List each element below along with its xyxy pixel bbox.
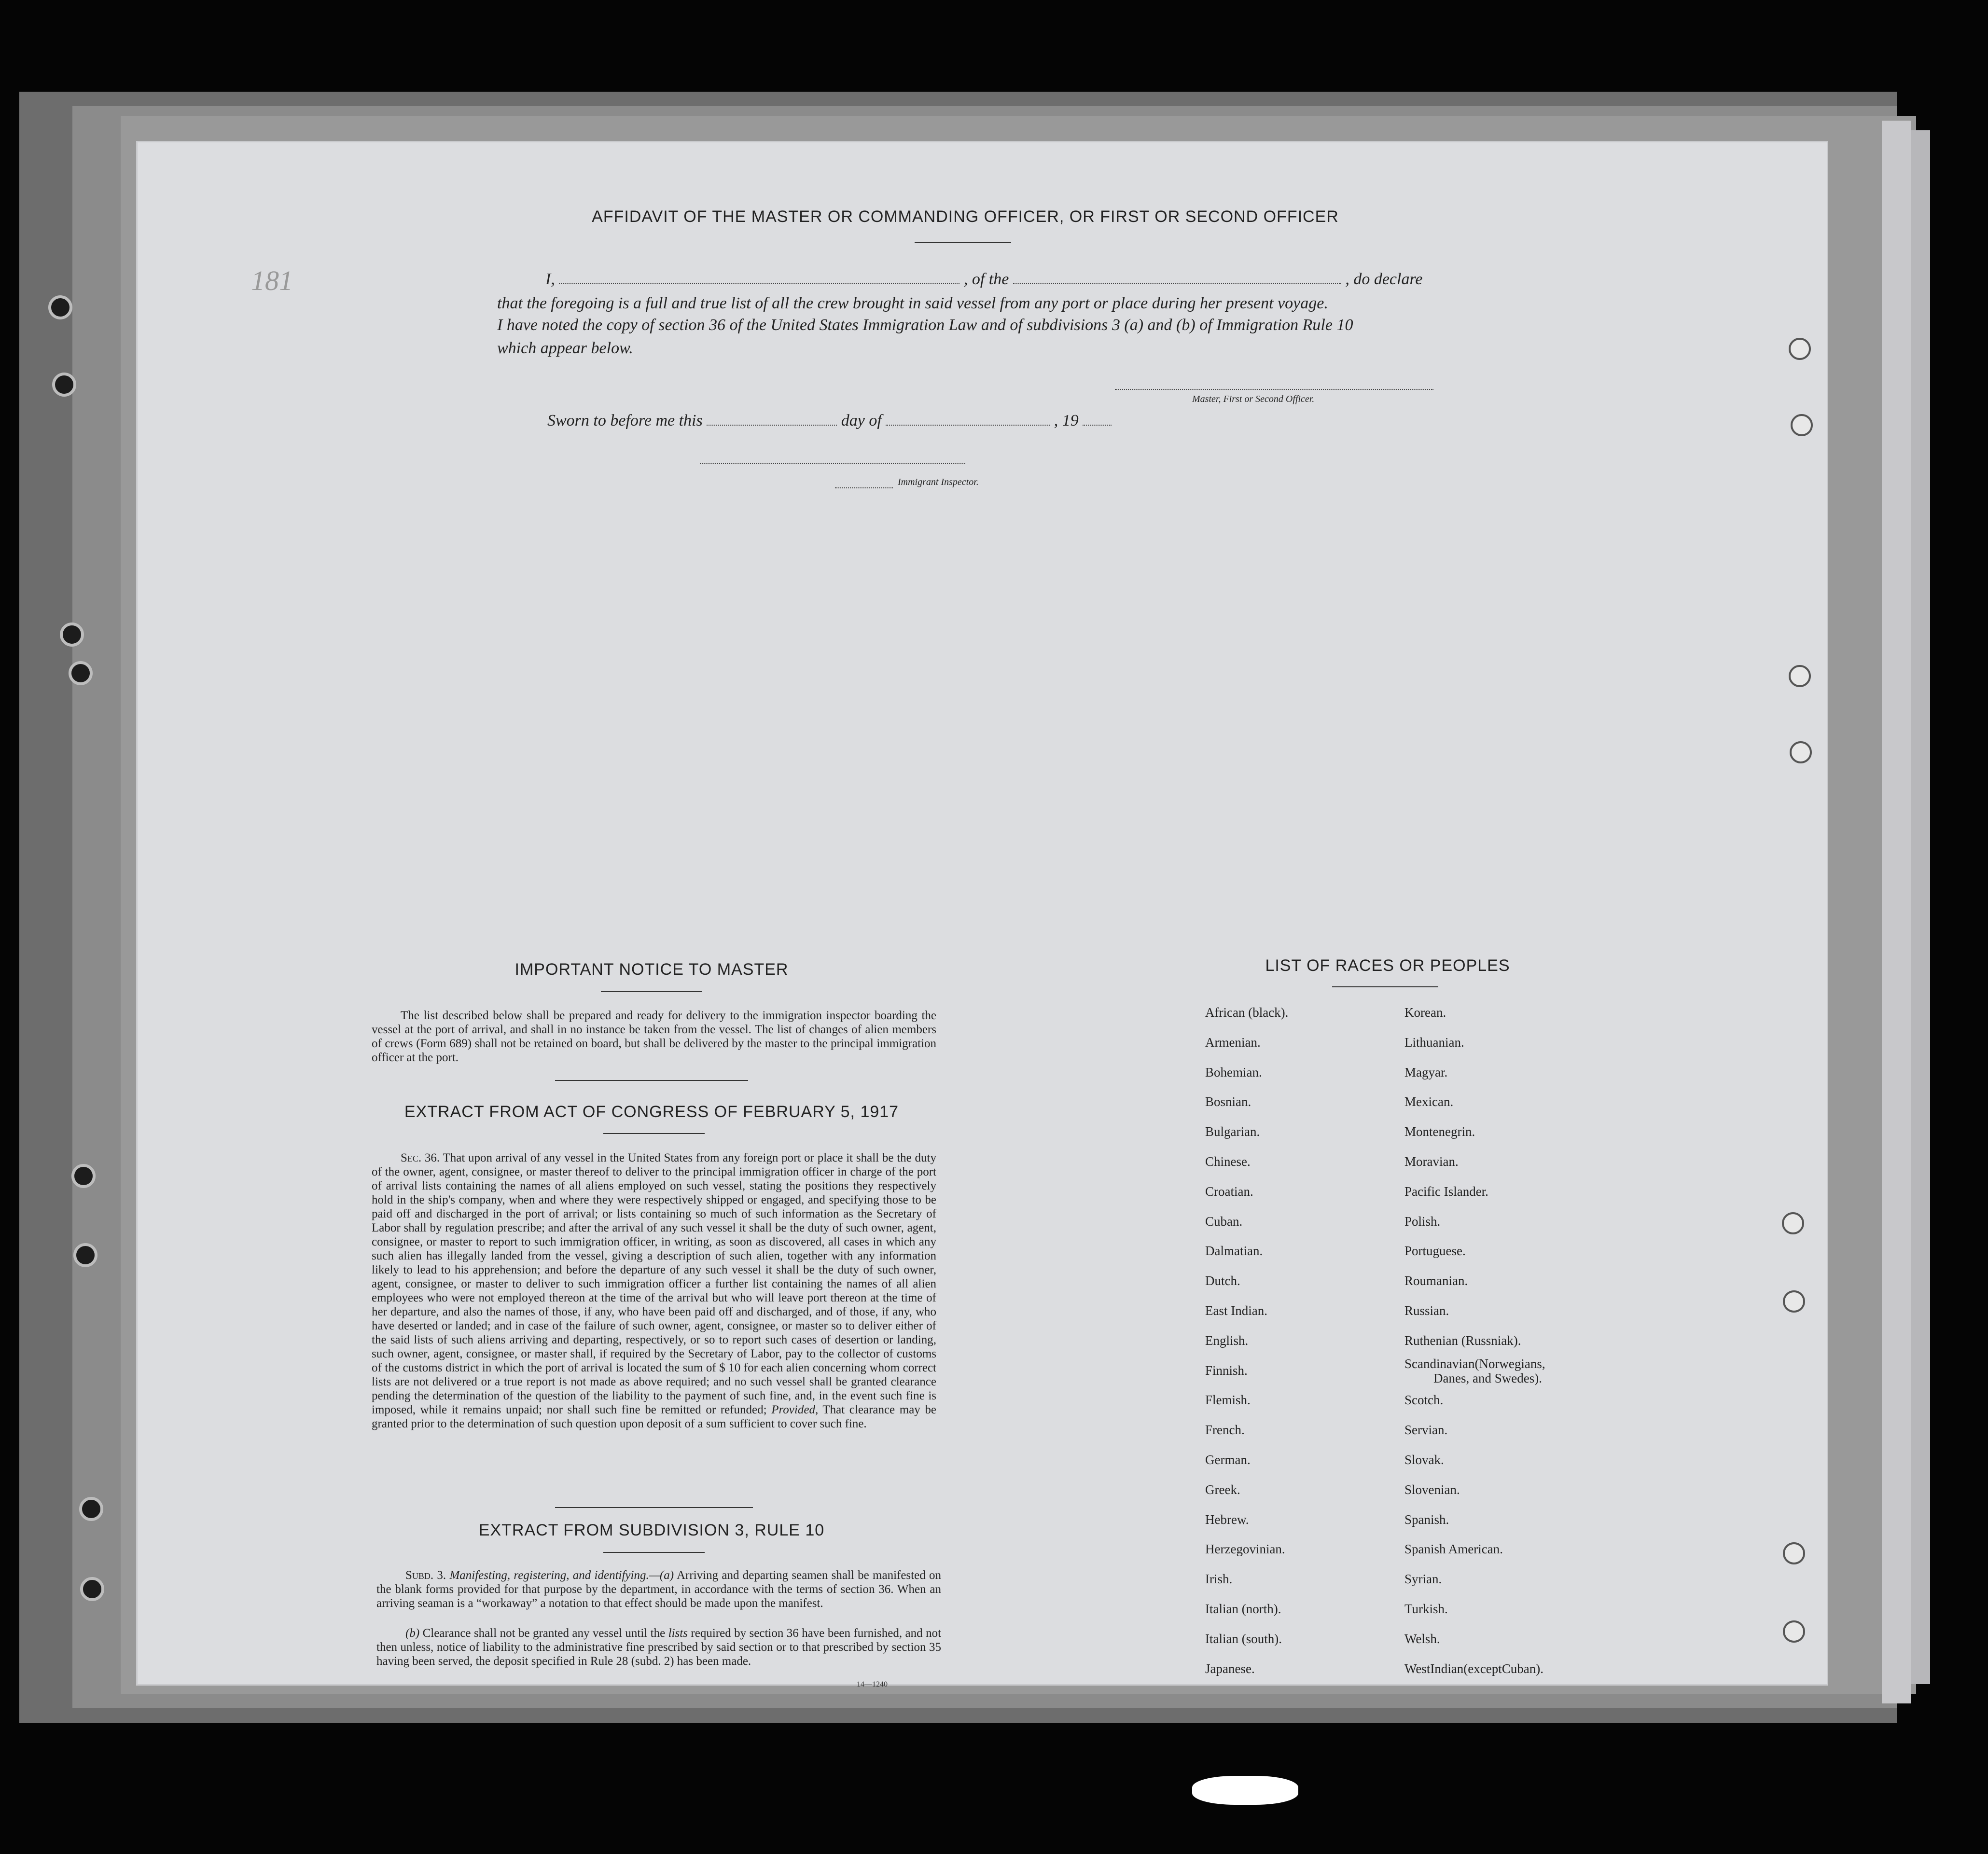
binder-hole	[1783, 1290, 1805, 1313]
binder-hole	[1782, 1212, 1804, 1234]
para-b-pre: Clearance shall not be granted any vessel until the	[422, 1627, 666, 1640]
para-b-label: (b)	[405, 1627, 420, 1640]
binder-hole	[1789, 338, 1811, 360]
race-item: Herzegovinian.	[1205, 1542, 1285, 1557]
race-item: WestIndian(exceptCuban).	[1404, 1661, 1543, 1676]
affidavit-line-1	[545, 270, 1438, 289]
race-item: Bosnian.	[1205, 1094, 1251, 1109]
extract-act-divider	[555, 1507, 753, 1508]
race-item: Ruthenian (Russniak).	[1404, 1333, 1521, 1348]
race-item: Finnish.	[1205, 1363, 1248, 1378]
race-item: Scandinavian(Norwegians,	[1404, 1356, 1545, 1371]
binder-hole	[71, 1164, 96, 1188]
binder-hole	[1789, 665, 1811, 687]
sec-36-label: Sec. 36.	[401, 1151, 440, 1164]
affidavit-i: I,	[545, 270, 555, 288]
race-item: Roumanian.	[1404, 1273, 1468, 1288]
notice-rule	[601, 991, 702, 992]
sworn-day-blank[interactable]	[707, 425, 837, 426]
affidavit-of-the: , of the	[963, 270, 1009, 288]
binder-hole	[1791, 414, 1813, 436]
inspector-caption: Immigrant Inspector.	[898, 477, 979, 487]
extract-rule-title: EXTRACT FROM SUBDIVISION 3, RULE 10	[478, 1521, 825, 1539]
master-signature-blank[interactable]	[1115, 389, 1433, 390]
sworn-prefix: Sworn to before me this	[547, 412, 703, 429]
para-b-post: required by section 36 have been furnished, and not then unless, notice of liability to the administrative fine prescribed by said section or to that prescribed by section 35 having been served, the deposit specified in Rule 28 (subd. 2) has been made.	[376, 1627, 942, 1668]
race-item: East Indian.	[1205, 1303, 1267, 1318]
race-item: Welsh.	[1404, 1631, 1440, 1646]
form-number: 14—1240	[857, 1680, 888, 1688]
races-rule	[1332, 986, 1438, 987]
race-item: Croatian.	[1205, 1184, 1253, 1199]
race-item: Lithuanian.	[1404, 1035, 1464, 1050]
race-item: Irish.	[1205, 1572, 1233, 1587]
binder-hole	[1783, 1620, 1805, 1643]
extract-act-rule	[603, 1133, 705, 1134]
affidavit-declare: , do declare	[1345, 270, 1423, 288]
sec-36-body: That upon arrival of any vessel in the United States from any foreign port or place it shall be the duty of the owner, agent, consignee, or master thereof to deliver to the principal immigration officer in charge of the port of arrival lists containing the names of all aliens employed on such vessel, stating the positions they respectively hold in the ship's company, when and where they were respectively shipped or engaged, and specifying those to be paid off and discharged in the port of arrival; or lists containing so much of such information as the Secretary of Labor shall by regulation prescribe; and after the arrival of any such vessel it shall be the duty of such owner, agent, consignee, or master to report to such immigration officer, in writing, as soon as discovered, all cases in which any such alien has illegally landed from the vessel, giving a description of such alien, together with any information likely to lead to his apprehension; and before the departure of any such vessel it shall be the duty of such owner, agent, consignee, or master to deliver to such immigration officer a further list containing the names of all alien employees who were not employed thereon at the time of the arrival but who will leave port thereon at the time of her departure, and also the names of those, if any, who have been paid off and discharged, and of those, if any, who have deserted or landed; and in case of the failure of such owner, agent, consignee, or master so to deliver either of the said lists of such aliens arriving and departing, respectively, or so to report such cases of desertion or landing, such owner, agent, consignee, or master shall, if required by the Secretary of Labor, pay to the collector of customs of the customs district in which the port of arrival is located the sum of $ 10 for each alien concerning whom correct lists are not delivered or a true report is not made as above required; and no such vessel shall be granted clearance pending the determination of the question of the liability to the payment of such fine, and, in the event such fine is imposed, while it remains unpaid; nor shall such fine be remitted or refunded;	[372, 1151, 936, 1416]
master-signature-caption: Master, First or Second Officer.	[1192, 394, 1315, 404]
notice-title: IMPORTANT NOTICE TO MASTER	[514, 960, 789, 979]
binder-hole	[48, 295, 72, 319]
affidavit-title: AFFIDAVIT OF THE MASTER OR COMMANDING OFFICER, OR FIRST OR SECOND OFFICER	[592, 208, 1339, 226]
race-item: Dalmatian.	[1205, 1244, 1263, 1259]
margin-note: 181	[251, 265, 293, 296]
race-item: English.	[1205, 1333, 1249, 1348]
race-item: Pacific Islander.	[1404, 1184, 1488, 1199]
race-item: Turkish.	[1404, 1602, 1448, 1616]
race-item: Moravian.	[1404, 1154, 1459, 1169]
notice-divider	[555, 1080, 748, 1081]
extract-rule-rule	[603, 1552, 705, 1553]
race-item: Montenegrin.	[1404, 1124, 1475, 1139]
race-item: Flemish.	[1205, 1393, 1251, 1408]
race-item: Cuban.	[1205, 1214, 1243, 1229]
para-a-text: Arriving and departing seamen shall be manifested on the blank forms provided for that purpose by the department, in accordance with the terms of section 36. When an arriving seaman is a “workaway” a notation to that effect should be made upon the manifest.	[376, 1569, 941, 1610]
race-item: Italian (south).	[1205, 1631, 1282, 1646]
binder-hole	[79, 1497, 103, 1521]
rule-para-a	[376, 1568, 941, 1610]
race-item: Spanish American.	[1404, 1542, 1503, 1557]
title-rule	[915, 242, 1011, 243]
binder-hole	[60, 623, 84, 647]
para-b-lists: lists	[668, 1627, 688, 1640]
sworn-day-of: day of	[841, 412, 882, 429]
race-item: Spanish.	[1404, 1512, 1449, 1527]
race-item: Japanese.	[1205, 1661, 1255, 1676]
race-item: Servian.	[1404, 1423, 1448, 1438]
race-item: Bohemian.	[1205, 1065, 1262, 1079]
binder-hole	[73, 1243, 97, 1267]
race-item: Scotch.	[1404, 1393, 1444, 1408]
race-item: Korean.	[1404, 1005, 1446, 1020]
race-item: Portuguese.	[1404, 1244, 1466, 1259]
binder-hole	[80, 1577, 104, 1601]
race-item: Italian (north).	[1205, 1602, 1281, 1616]
race-item-continuation: Danes, and Swedes).	[1433, 1370, 1542, 1385]
binder-hole	[52, 373, 76, 397]
affidavit-line-4: which appear below.	[497, 339, 633, 357]
name-blank[interactable]	[559, 283, 959, 284]
sec-36-tail: That clearance may be granted prior to the determination of such question upon deposit of a sum sufficient to cover such fine.	[372, 1403, 937, 1430]
page-stack-edge-2	[1911, 130, 1930, 1684]
subd-label: Subd. 3.	[405, 1569, 446, 1582]
race-item: Polish.	[1404, 1214, 1441, 1229]
inspector-signature-blank[interactable]	[700, 463, 965, 464]
race-item: French.	[1205, 1423, 1245, 1438]
race-item: Slovenian.	[1404, 1482, 1460, 1497]
inspector-dot-lead	[835, 487, 893, 488]
races-title: LIST OF RACES OR PEOPLES	[1265, 956, 1510, 975]
race-item: Dutch.	[1205, 1273, 1240, 1288]
page-stack-edge	[1882, 121, 1911, 1703]
race-item: Syrian.	[1404, 1572, 1442, 1587]
race-item: Magyar.	[1404, 1065, 1448, 1079]
rule-para-b	[376, 1626, 941, 1668]
subd-heading: Manifesting, registering, and identifying.—(a)	[449, 1569, 674, 1582]
binder-hole	[1790, 741, 1812, 763]
race-item: Russian.	[1404, 1303, 1449, 1318]
affidavit-line-2: that the foregoing is a full and true list of all the crew brought in said vessel from any port or place during her present voyage.	[497, 294, 1328, 312]
provided-word: Provided,	[771, 1403, 819, 1416]
race-item: Bulgarian.	[1205, 1124, 1260, 1139]
extract-act-text	[372, 1151, 936, 1431]
affidavit-line-3: I have noted the copy of section 36 of the United States Immigration Law and of subdivisions 3 (a) and (b) of Immigration Rule 10	[497, 316, 1353, 334]
torn-paper-fragment	[1192, 1776, 1298, 1805]
binder-hole	[69, 661, 93, 685]
sworn-year: , 19	[1054, 412, 1079, 429]
race-item: German.	[1205, 1453, 1251, 1467]
race-item: Mexican.	[1404, 1094, 1454, 1109]
sworn-line	[547, 412, 1112, 430]
race-item: Chinese.	[1205, 1154, 1251, 1169]
sworn-month-blank[interactable]	[886, 425, 1050, 426]
race-item: Slovak.	[1404, 1453, 1444, 1467]
notice-text: The list described below shall be prepared and ready for delivery to the immigration inspector boarding the vessel at the port of arrival, and shall in no instance be taken from the vessel. The list of changes of alien members of crews (Form 689) shall not be retained on board, but shall be delivered by the master to the principal immigration officer at the port.	[372, 1009, 936, 1064]
sworn-year-blank[interactable]	[1083, 425, 1112, 426]
race-item: African (black).	[1205, 1005, 1289, 1020]
race-item: Hebrew.	[1205, 1512, 1249, 1527]
vessel-blank[interactable]	[1013, 283, 1341, 284]
extract-act-title: EXTRACT FROM ACT OF CONGRESS OF FEBRUARY 5, 1917	[404, 1103, 899, 1121]
race-item: Greek.	[1205, 1482, 1240, 1497]
binder-hole	[1783, 1542, 1805, 1564]
document-sheet	[138, 142, 1827, 1684]
race-item: Armenian.	[1205, 1035, 1261, 1050]
